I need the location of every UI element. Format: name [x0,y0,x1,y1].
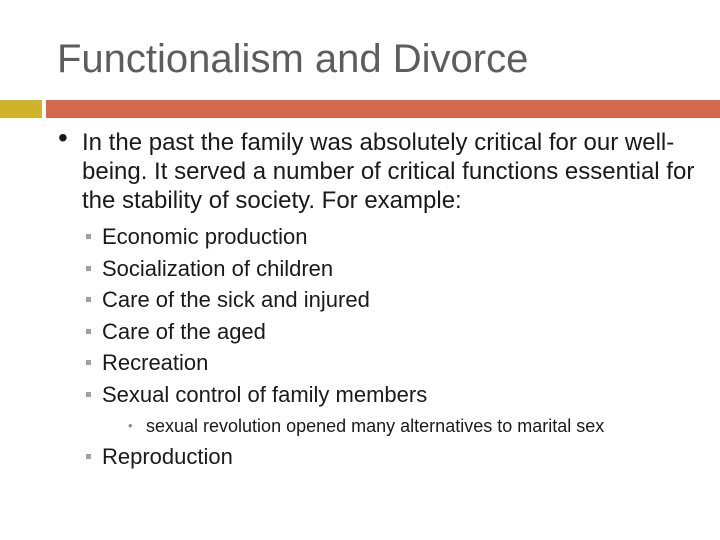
list-item [58,221,698,253]
slide-content [58,122,698,472]
list-item [58,316,698,348]
slide-title: Functionalism and Divorce [57,37,529,81]
square-bullet-icon [86,360,91,365]
list-item [58,253,698,285]
list-item-text: Recreation [102,350,209,376]
dot-bullet-icon: • [128,417,133,433]
bullet-icon: • [58,122,68,153]
list-item-text: Socialization of children [102,255,334,281]
list-item-text: Care of the sick and injured [102,287,370,313]
sub-list-item-text: sexual revolution opened many alternatives to marital sex [146,415,605,436]
sub-list-item [58,411,698,441]
list-item [58,347,698,379]
main-bullet [58,122,698,215]
square-bullet-icon [86,297,91,302]
functions-list [58,221,698,472]
accent-bar-orange [46,100,720,118]
accent-bar-gold [0,100,42,118]
main-bullet-text: In the past the family was absolutely critical for our well-being. It served a number of critical functions essential for the stability of society. For example: [82,129,695,214]
square-bullet-icon [86,392,91,397]
list-item-text: Economic production [102,224,308,249]
list-item-text: Care of the aged [102,318,266,344]
list-item [58,441,698,473]
square-bullet-icon [86,234,91,239]
list-item-text: Sexual control of family members [102,381,428,407]
list-item [58,379,698,411]
list-item-text: Reproduction [102,443,233,469]
list-item [58,284,698,316]
square-bullet-icon [86,266,91,271]
square-bullet-icon [86,329,91,334]
square-bullet-icon [86,454,91,459]
